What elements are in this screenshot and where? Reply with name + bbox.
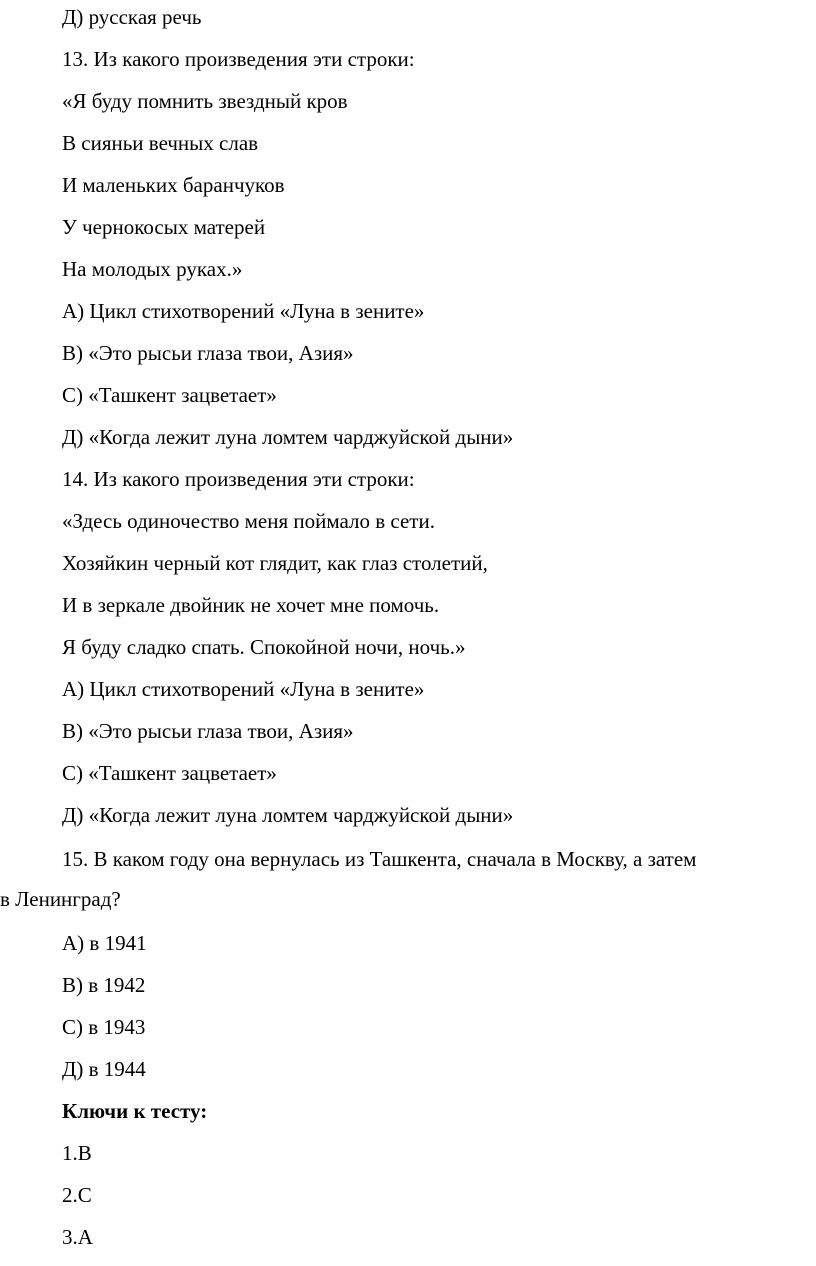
poem-line: И маленьких баранчуков (62, 173, 285, 197)
answer-option-d-q14: Д) «Когда лежит луна ломтем чарджуйской дыни» (62, 803, 514, 827)
answer-option-d-q15: Д) в 1944 (62, 1057, 146, 1081)
poem-line: У чернокосых матерей (62, 215, 266, 239)
question-14: 14. Из какого произведения эти строки: (62, 467, 415, 491)
poem-line: Хозяйкин черный кот глядит, как глаз столетий, (62, 551, 488, 575)
answer-option-b-q13: В) «Это рысьи глаза твои, Азия» (62, 341, 354, 365)
answer-option-a-q15: А) в 1941 (62, 931, 147, 955)
answer-option-a-q13: А) Цикл стихотворений «Луна в зените» (62, 299, 425, 323)
answer-key-item: 3.А (62, 1225, 93, 1249)
answer-key-item: 2.С (62, 1183, 92, 1207)
question-15-continuation: в Ленинград? (0, 887, 121, 911)
poem-line: В сияньи вечных слав (62, 131, 259, 155)
answer-option-d-q13: Д) «Когда лежит луна ломтем чарджуйской дыни» (62, 425, 514, 449)
answer-option-c-q14: С) «Ташкент зацветает» (62, 761, 277, 785)
answer-option-c-q13: С) «Ташкент зацветает» (62, 383, 277, 407)
poem-line: На молодых руках.» (62, 257, 243, 281)
answer-option-d-q12: Д) русская речь (62, 5, 202, 29)
answer-option-b-q14: В) «Это рысьи глаза твои, Азия» (62, 719, 354, 743)
poem-line: «Я буду помнить звездный кров (62, 89, 348, 113)
poem-line: «Здесь одиночество меня поймало в сети. (62, 509, 435, 533)
question-15: 15. В каком году она вернулась из Ташкента, сначала в Москву, а затем (62, 847, 697, 871)
answer-option-c-q15: С) в 1943 (62, 1015, 146, 1039)
poem-line: И в зеркале двойник не хочет мне помочь. (62, 593, 440, 617)
poem-line: Я буду сладко спать. Спокойной ночи, ночь.» (62, 635, 466, 659)
answer-key-item: 1.В (62, 1141, 92, 1165)
answer-option-a-q14: А) Цикл стихотворений «Луна в зените» (62, 677, 425, 701)
answer-option-b-q15: В) в 1942 (62, 973, 146, 997)
answer-key-heading: Ключи к тесту: (62, 1099, 208, 1123)
question-13: 13. Из какого произведения эти строки: (62, 47, 415, 71)
